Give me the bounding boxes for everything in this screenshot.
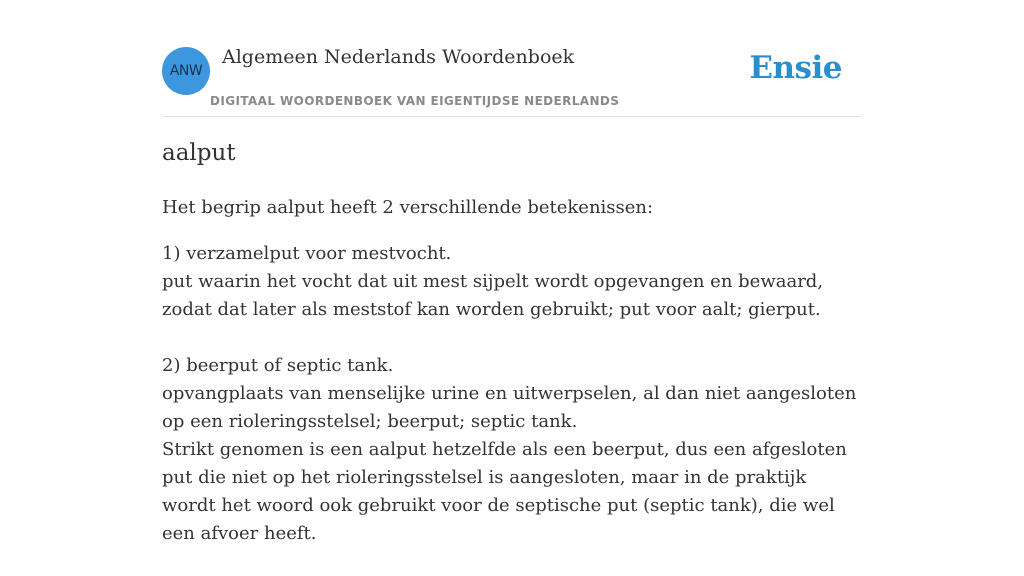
meaning-note: Strikt genomen is een aalput hetzelfde als een beerput, dus een afgesloten put die niet op het rioleringsstelsel is aangesloten, maar in de praktijk wordt het woord ook gebruikt voor de septische put (septic tank), die wel een afvoer heeft.	[162, 439, 847, 544]
entry-intro: Het begrip aalput heeft 2 verschillende betekenissen:	[162, 197, 654, 218]
entry-content	[162, 194, 862, 576]
meaning-heading: 1) verzamelput voor mestvocht.	[162, 243, 452, 264]
page	[162, 0, 862, 544]
entry-title: aalput	[162, 140, 236, 166]
meaning-item	[162, 352, 862, 548]
meaning-heading: 2) beerput of septic tank.	[162, 355, 394, 376]
site-subtitle: DIGITAAL WOORDENBOEK VAN EIGENTIJDSE NEDERLANDS	[210, 94, 620, 108]
ensie-brand-logo[interactable]: Ensie	[749, 50, 842, 86]
meaning-item	[162, 240, 862, 324]
anw-logo[interactable]	[162, 47, 210, 95]
logo-text: ANW	[169, 63, 203, 79]
site-header	[162, 0, 862, 117]
meaning-definition: opvangplaats van menselijke urine en uitwerpselen, al dan niet aangesloten op een rioleringsstelsel; beerput; septic tank.	[162, 383, 857, 432]
meaning-definition: put waarin het vocht dat uit mest sijpelt wordt opgevangen en bewaard, zodat dat later als meststof kan worden gebruikt; put voor aalt; gierput.	[162, 271, 824, 320]
site-title[interactable]: Algemeen Nederlands Woordenboek	[222, 46, 575, 68]
